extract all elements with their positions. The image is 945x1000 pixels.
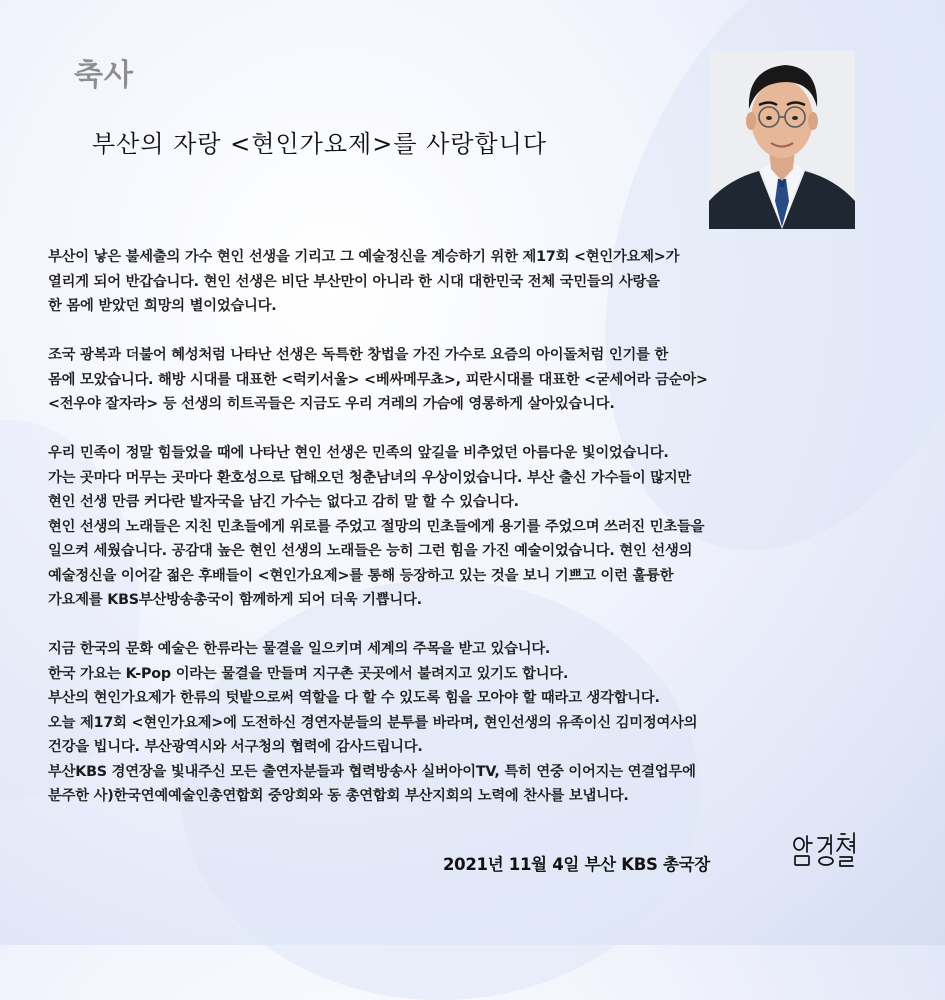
text-line: 현인 선생 만큼 커다란 발자국을 남긴 가수는 없다고 감히 말 할 수 있습니다. bbox=[48, 494, 519, 510]
paragraph bbox=[48, 343, 908, 417]
page-heading: 축사 bbox=[74, 58, 134, 93]
portrait-photo bbox=[709, 51, 855, 229]
text-line: 건강을 빕니다. 부산광역시와 서구청의 협력에 감사드립니다. bbox=[48, 739, 423, 755]
text-line: 오늘 제17회 <현인가요제>에 도전하신 경연자분들의 분투를 바라며, 현인선생의 유족이신 김미정여사의 bbox=[48, 714, 698, 731]
text-line: <전우야 잘자라> 등 선생의 히트곡들은 지금도 우리 겨레의 가슴에 영롱하게 살아있습니다. bbox=[48, 396, 615, 412]
signature-line: 2021년 11월 4일 부산 KBS 총국장 bbox=[443, 855, 710, 874]
text-line: 부산KBS 경연장을 빛내주신 모든 출연자분들과 협력방송사 실버아이TV, 특히 연중 이어지는 연결업무에 bbox=[48, 763, 696, 780]
text-line: 우리 민족이 정말 힘들었을 때에 나타난 현인 선생은 민족의 앞길을 비추었던 아름다운 빛이었습니다. bbox=[48, 445, 669, 461]
text-line: 조국 광복과 더불어 혜성처럼 나타난 선생은 독특한 창법을 가진 가수로 요즘의 아이돌처럼 인기를 한 bbox=[48, 347, 669, 363]
text-line: 가는 곳마다 머무는 곳마다 환호성으로 답해오던 청춘남녀의 우상이었습니다. 부산 출신 가수들이 많지만 bbox=[48, 469, 692, 486]
handwritten-signature bbox=[790, 830, 870, 884]
letter-body bbox=[48, 245, 908, 833]
page-title: 부산의 자랑 <현인가요제>를 사랑합니다 bbox=[92, 130, 548, 158]
paragraph bbox=[48, 637, 908, 809]
text-line: 분주한 사)한국연예예술인총연합회 중앙회와 동 총연합회 부산지회의 노력에 찬사를 보냅니다. bbox=[48, 788, 629, 804]
text-line: 가요제를 KBS부산방송총국이 함께하게 되어 더욱 기쁩니다. bbox=[48, 592, 422, 608]
text-line: 한 몸에 받았던 희망의 별이었습니다. bbox=[48, 298, 277, 314]
text-line: 일으켜 세웠습니다. 공감대 높은 현인 선생의 노래들은 능히 그런 힘을 가진 예술이었습니다. 현인 선생의 bbox=[48, 543, 693, 559]
text-line: 지금 한국의 문화 예술은 한류라는 물결을 일으키며 세계의 주목을 받고 있습니다. bbox=[48, 641, 551, 657]
text-line: 현인 선생의 노래들은 지친 민초들에게 위로를 주었고 절망의 민초들에게 용기를 주었으며 쓰러진 민초들을 bbox=[48, 518, 705, 535]
text-line: 부산의 현인가요제가 한류의 텃밭으로써 역할을 다 할 수 있도록 힘을 모아야 할 때라고 생각합니다. bbox=[48, 690, 660, 706]
text-line: 부산이 낳은 불세출의 가수 현인 선생을 기리고 그 예술정신을 계승하기 위한 제17회 <현인가요제>가 bbox=[48, 249, 680, 265]
text-line: 한국 가요는 K-Pop 이라는 물결을 만들며 지구촌 곳곳에서 불려지고 있기도 합니다. bbox=[48, 665, 569, 682]
paragraph bbox=[48, 441, 908, 613]
text-line: 예술정신을 이어갈 젊은 후배들이 <현인가요제>를 통해 등장하고 있는 것을 보니 기쁘고 이런 훌륭한 bbox=[48, 567, 674, 584]
text-line: 몸에 모았습니다. 해방 시대를 대표한 <럭키서울> <베싸메무쵸>, 피란시대를 대표한 <굳세어라 금순아> bbox=[48, 371, 708, 388]
text-line: 열리게 되어 반갑습니다. 현인 선생은 비단 부산만이 아니라 한 시대 대한민국 전체 국민들의 사랑을 bbox=[48, 273, 660, 290]
paragraph bbox=[48, 245, 908, 319]
